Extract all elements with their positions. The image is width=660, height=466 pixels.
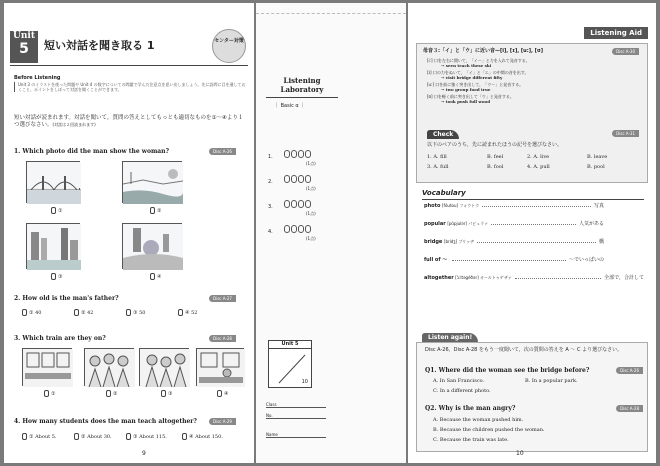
q2-option-3[interactable]: ③ 50 xyxy=(126,309,145,316)
bubble-3[interactable] xyxy=(298,200,304,208)
bridge-photo-icon xyxy=(27,162,81,204)
again-q1-option-a[interactable]: A. In San Francisco. xyxy=(433,378,485,384)
answer-row-2: 2. xyxy=(268,175,312,186)
left-page xyxy=(4,3,254,463)
instructions xyxy=(14,115,246,130)
q1-option-3[interactable]: ③ xyxy=(51,273,62,280)
q3-option-4[interactable]: ④ xyxy=(217,390,228,397)
disc-a29[interactable]: Disc A-29 xyxy=(209,418,236,425)
park-photo-icon xyxy=(123,224,183,270)
again-q1-option-c[interactable]: C. In a different photo. xyxy=(433,388,491,394)
bubble-4[interactable] xyxy=(305,175,311,183)
crowded-train-icon xyxy=(85,349,135,387)
disc-a28[interactable]: Disc A-28 xyxy=(209,335,236,342)
check-pairs: 1. A. fill B. feel 2. A. live B. leave 3. A. full B. fool 4. A. pull B. pool xyxy=(427,154,608,170)
disc-a27[interactable]: Disc A-27 xyxy=(209,295,236,302)
q4-option-2[interactable]: ② About 30. xyxy=(74,433,112,440)
bubble-1[interactable] xyxy=(284,225,290,233)
vowel-example: → two group food true xyxy=(441,87,491,92)
bubble-2[interactable] xyxy=(291,225,297,233)
question-1: 1. Which photo did the man show the woman? xyxy=(14,148,170,155)
answer-box[interactable] xyxy=(150,207,155,214)
answer-box[interactable] xyxy=(178,309,183,316)
vowel-item: [ɪ] 口の力をぬいて，「イ」と「エ」の中間の音を出す。 xyxy=(427,70,529,75)
check-label: Check xyxy=(427,130,459,139)
unit-number: 5 xyxy=(19,41,29,57)
vowel-example: → seen teach these ski xyxy=(441,63,492,68)
again-question-2: Q2. Why is the man angry? xyxy=(425,405,516,412)
city-photo-icon xyxy=(27,224,81,270)
answer-row-4: 4. xyxy=(268,225,312,236)
score-total: 10 xyxy=(301,378,308,385)
before-listening-box xyxy=(14,75,246,92)
q4-option-1[interactable]: ① About 5. xyxy=(22,433,56,440)
vowel-box xyxy=(416,43,648,183)
vocabulary-title: Vocabulary xyxy=(422,189,466,197)
check-text: 以下のペアのうち，先に読まれたほうの記号を選びなさい。 xyxy=(427,142,563,148)
train-image-1 xyxy=(22,348,72,386)
vocab-rule xyxy=(422,199,644,200)
listening-aid-header: Listening Aid xyxy=(584,27,648,39)
score-unit: Unit 5 xyxy=(269,341,311,349)
answer-box[interactable] xyxy=(182,433,187,440)
listen-again-box xyxy=(416,342,648,452)
train-image-2 xyxy=(84,348,134,386)
answer-box[interactable] xyxy=(74,433,79,440)
page-title: 短い対話を聞き取る 1 xyxy=(44,39,155,52)
bubble-3[interactable] xyxy=(298,150,304,158)
vowel-example: → visit bridge different fifty xyxy=(441,75,503,80)
vowel-item: [i:] 口を左右に開いて，「イー」と力を入れて発音する。 xyxy=(427,58,530,63)
instruction-note: (対話は２回読まれます) xyxy=(52,122,96,128)
q2-option-4[interactable]: ④ 52 xyxy=(178,309,197,316)
vowel-item: [u:] 口を前に強く突き出して，「ウー」と発音する。 xyxy=(427,82,524,87)
answer-box[interactable] xyxy=(161,390,166,397)
answer-box[interactable] xyxy=(150,273,155,280)
instruction-text: 短い対話が読まれます。対話を聞いて，質問の答えとしてもっとも適切なものを①～④より１つ選びなさい。 xyxy=(14,115,244,129)
disc-a26-again[interactable]: Disc A-26 xyxy=(616,367,643,374)
vocab-item: altogether [ɔ̀ːltəgéðər] オールトゥゲザァ 全部で，合計して xyxy=(424,275,644,281)
answer-row-1: 1. xyxy=(268,150,312,161)
train-interior-icon xyxy=(23,349,73,387)
bubble-4[interactable] xyxy=(305,200,311,208)
photo-3 xyxy=(26,223,80,269)
answer-box[interactable] xyxy=(51,273,56,280)
vocab-item: popular [pɑ́pjulər] パピュラァ 人気がある xyxy=(424,221,604,227)
q1-option-1[interactable]: ① xyxy=(51,207,62,214)
vowel-item: [ʊ] 口を軽く前に突き出して「ウ」と発音する。 xyxy=(427,94,514,99)
q3-option-1[interactable]: ① xyxy=(44,390,55,397)
question-3: 3. Which train are they on? xyxy=(14,335,106,342)
question-4: 4. How many students does the man teach altogether? xyxy=(14,418,197,425)
vocab-item: bridge [brídʒ] ブリッヂ 橋 xyxy=(424,239,604,245)
unit-word: Unit xyxy=(13,31,35,41)
answer-box[interactable] xyxy=(74,309,79,316)
bubble-4[interactable] xyxy=(305,225,311,233)
again-q2-option-b[interactable]: B. Because the children pushed the woman. xyxy=(433,427,545,433)
vowel-example: → took push full wood xyxy=(441,99,490,104)
bubble-3[interactable] xyxy=(298,175,304,183)
answer-box[interactable] xyxy=(126,309,131,316)
before-heading: Before Listening xyxy=(14,75,61,81)
bubble-4[interactable] xyxy=(305,150,311,158)
again-q1-option-b[interactable]: B. In a popular park. xyxy=(525,378,578,384)
harbor-photo-icon xyxy=(123,162,183,204)
number-field[interactable]: No. xyxy=(266,413,326,419)
answer-sheet xyxy=(256,3,406,463)
listen-again-text: Disc A-26，Disc A-28 をもう一度聞いて，次の質問の答えを A ～ C より選びなさい。 xyxy=(425,347,623,353)
answer-box[interactable] xyxy=(44,390,49,397)
train-image-3 xyxy=(139,348,189,386)
q4-option-4[interactable]: ④ About 150. xyxy=(182,433,223,440)
disc-a31[interactable]: Disc A-31 xyxy=(612,130,639,137)
page-number-right: 10 xyxy=(516,450,524,457)
disc-a28-again[interactable]: Disc A-28 xyxy=(616,405,643,412)
row-4-note: (1点) xyxy=(306,236,316,241)
unit-badge xyxy=(10,31,38,63)
row-1-note: (1点) xyxy=(306,161,316,166)
listen-again-label: Listen again! xyxy=(422,333,478,342)
answer-box[interactable] xyxy=(22,309,27,316)
photo-1 xyxy=(26,161,80,203)
vowel-title: 母音３:「イ」と「ウ」に近い音—[i], [ɪ], [u:], [ʊ] xyxy=(423,48,544,54)
train-seats-icon xyxy=(197,349,245,387)
q2-option-2[interactable]: ② 42 xyxy=(74,309,93,316)
bubble-1[interactable] xyxy=(284,150,290,158)
disc-a26[interactable]: Disc A-26 xyxy=(209,148,236,155)
bubble-3[interactable] xyxy=(298,225,304,233)
center-exam-badge: センター対策 xyxy=(212,29,246,63)
q4-option-3[interactable]: ③ About 115. xyxy=(126,433,167,440)
row-3-note: (1点) xyxy=(306,211,316,216)
sheet-subtitle: ｜ Basic α ｜ xyxy=(274,103,306,109)
score-box xyxy=(268,340,312,388)
name-field[interactable]: Name xyxy=(266,432,326,438)
answer-row-3: 3. xyxy=(268,200,312,211)
bubble-1[interactable] xyxy=(284,200,290,208)
sheet-title: Listening Laboratory xyxy=(280,76,324,94)
answer-box[interactable] xyxy=(126,433,131,440)
row-2-note: (1点) xyxy=(306,186,316,191)
q3-option-3[interactable]: ③ xyxy=(161,390,172,397)
again-q2-option-c[interactable]: C. Because the train was late. xyxy=(433,437,509,443)
title-rule xyxy=(10,65,248,66)
train-image-4 xyxy=(196,348,244,386)
disc-a30[interactable]: Disc A-30 xyxy=(612,48,639,55)
tear-line xyxy=(256,13,406,14)
class-field[interactable]: Class xyxy=(266,402,326,408)
crowded-train-icon xyxy=(140,349,190,387)
again-q2-option-a[interactable]: A. Because the woman pushed him. xyxy=(433,417,524,423)
vowel-list xyxy=(427,58,627,104)
answer-box[interactable] xyxy=(22,433,27,440)
vocab-list xyxy=(424,203,644,293)
vocab-item: photo [fóutou] フォウトウ 写真 xyxy=(424,203,604,209)
again-question-1: Q1. Where did the woman see the bridge before? xyxy=(425,367,590,374)
q2-option-1[interactable]: ① 40 xyxy=(22,309,41,316)
photo-4 xyxy=(122,223,182,269)
before-text: Unit 3 のイラストを使った問題や Unit 4 の数字についての問題で学んだ注意点を思い出しましょう。先に設問に目を通しておくこと、ポイントをしぼって対話を聞くことができます。 xyxy=(14,82,246,92)
q1-option-2[interactable]: ② xyxy=(150,207,161,214)
bubble-1[interactable] xyxy=(284,175,290,183)
photo-2 xyxy=(122,161,182,203)
bubble-2[interactable] xyxy=(291,150,297,158)
bubble-2[interactable] xyxy=(291,175,297,183)
right-page xyxy=(408,3,656,463)
sheet-title-rule xyxy=(266,97,338,98)
q1-option-4[interactable]: ④ xyxy=(150,273,161,280)
q3-option-2[interactable]: ② xyxy=(106,390,117,397)
bubble-2[interactable] xyxy=(291,200,297,208)
answer-box[interactable] xyxy=(217,390,222,397)
answer-box[interactable] xyxy=(51,207,56,214)
answer-box[interactable] xyxy=(106,390,111,397)
page-number-left: 9 xyxy=(142,450,146,457)
question-2: 2. How old is the man's father? xyxy=(14,295,119,302)
vocab-item: full of ～ ～でいっぱいの xyxy=(424,257,604,263)
